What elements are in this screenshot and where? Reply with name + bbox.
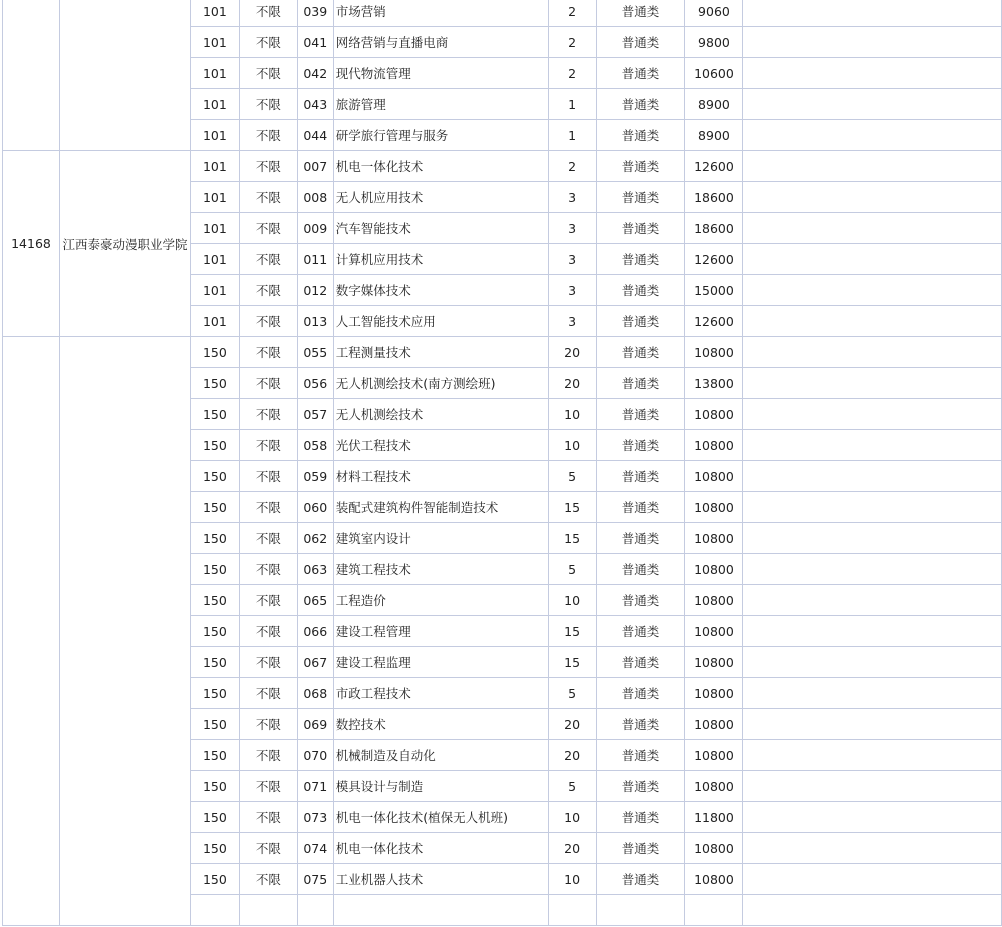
tuition-cell: 9060 [685, 0, 743, 27]
plan-code-cell: 101 [190, 27, 239, 58]
plan-code-cell: 150 [190, 585, 239, 616]
subject-requirement-cell: 不限 [239, 833, 297, 864]
tuition-cell: 12600 [685, 151, 743, 182]
subject-requirement-cell: 不限 [239, 771, 297, 802]
enrollment-count-cell: 5 [548, 678, 596, 709]
category-cell: 普通类 [596, 740, 685, 771]
plan-code-cell: 150 [190, 647, 239, 678]
plan-code-cell: 101 [190, 182, 239, 213]
enrollment-count-cell: 3 [548, 182, 596, 213]
category-cell: 普通类 [596, 430, 685, 461]
plan-code-cell: 101 [190, 151, 239, 182]
category-cell: 普通类 [596, 585, 685, 616]
major-name-cell: 网络营销与直播电商 [333, 27, 548, 58]
subject-requirement-cell: 不限 [239, 368, 297, 399]
table-body [3, 0, 1002, 926]
tuition-cell: 10800 [685, 740, 743, 771]
major-code-cell: 075 [297, 864, 333, 895]
remarks-cell [743, 740, 1002, 771]
major-code-cell: 008 [297, 182, 333, 213]
plan-code-cell: 101 [190, 244, 239, 275]
category-cell: 普通类 [596, 120, 685, 151]
major-code-cell: 067 [297, 647, 333, 678]
school-code-cell [3, 337, 60, 926]
plan-code-cell: 150 [190, 368, 239, 399]
school-name-cell [59, 0, 190, 151]
major-name-cell: 市政工程技术 [333, 678, 548, 709]
enrollment-count-cell: 10 [548, 399, 596, 430]
category-cell: 普通类 [596, 616, 685, 647]
category-cell: 普通类 [596, 833, 685, 864]
tuition-cell [685, 895, 743, 926]
major-name-cell: 机电一体化技术 [333, 833, 548, 864]
tuition-cell: 10800 [685, 833, 743, 864]
major-name-cell: 建设工程监理 [333, 647, 548, 678]
major-name-cell: 模具设计与制造 [333, 771, 548, 802]
plan-code-cell: 150 [190, 461, 239, 492]
enrollment-count-cell: 2 [548, 151, 596, 182]
remarks-cell [743, 182, 1002, 213]
major-name-cell [333, 895, 548, 926]
remarks-cell [743, 523, 1002, 554]
major-code-cell: 063 [297, 554, 333, 585]
major-name-cell: 机电一体化技术 [333, 151, 548, 182]
category-cell: 普通类 [596, 461, 685, 492]
category-cell: 普通类 [596, 337, 685, 368]
enrollment-count-cell: 20 [548, 337, 596, 368]
plan-code-cell: 101 [190, 275, 239, 306]
major-name-cell: 工程测量技术 [333, 337, 548, 368]
plan-code-cell: 150 [190, 740, 239, 771]
major-code-cell: 059 [297, 461, 333, 492]
tuition-cell: 11800 [685, 802, 743, 833]
major-code-cell: 056 [297, 368, 333, 399]
enrollment-count-cell: 10 [548, 802, 596, 833]
major-code-cell: 068 [297, 678, 333, 709]
subject-requirement-cell: 不限 [239, 430, 297, 461]
remarks-cell [743, 864, 1002, 895]
enrollment-count-cell: 20 [548, 709, 596, 740]
subject-requirement-cell: 不限 [239, 120, 297, 151]
enrollment-count-cell: 3 [548, 244, 596, 275]
subject-requirement-cell: 不限 [239, 337, 297, 368]
major-name-cell: 工业机器人技术 [333, 864, 548, 895]
subject-requirement-cell: 不限 [239, 58, 297, 89]
major-code-cell: 062 [297, 523, 333, 554]
major-code-cell: 011 [297, 244, 333, 275]
major-name-cell: 数控技术 [333, 709, 548, 740]
category-cell: 普通类 [596, 182, 685, 213]
major-code-cell: 069 [297, 709, 333, 740]
remarks-cell [743, 709, 1002, 740]
tuition-cell: 13800 [685, 368, 743, 399]
enrollment-count-cell: 2 [548, 27, 596, 58]
plan-code-cell: 101 [190, 89, 239, 120]
enrollment-count-cell: 3 [548, 213, 596, 244]
remarks-cell [743, 0, 1002, 27]
remarks-cell [743, 151, 1002, 182]
enrollment-count-cell: 15 [548, 523, 596, 554]
remarks-cell [743, 678, 1002, 709]
subject-requirement-cell: 不限 [239, 275, 297, 306]
plan-code-cell: 150 [190, 430, 239, 461]
remarks-cell [743, 244, 1002, 275]
major-code-cell: 066 [297, 616, 333, 647]
plan-code-cell: 150 [190, 554, 239, 585]
category-cell: 普通类 [596, 58, 685, 89]
tuition-cell: 10800 [685, 709, 743, 740]
remarks-cell [743, 647, 1002, 678]
enrollment-count-cell: 1 [548, 89, 596, 120]
plan-code-cell: 101 [190, 213, 239, 244]
enrollment-count-cell: 15 [548, 616, 596, 647]
major-name-cell: 计算机应用技术 [333, 244, 548, 275]
subject-requirement-cell: 不限 [239, 523, 297, 554]
subject-requirement-cell: 不限 [239, 864, 297, 895]
remarks-cell [743, 275, 1002, 306]
category-cell: 普通类 [596, 368, 685, 399]
category-cell: 普通类 [596, 275, 685, 306]
plan-code-cell: 150 [190, 523, 239, 554]
subject-requirement-cell: 不限 [239, 647, 297, 678]
category-cell [596, 895, 685, 926]
major-code-cell: 012 [297, 275, 333, 306]
tuition-cell: 10800 [685, 461, 743, 492]
tuition-cell: 15000 [685, 275, 743, 306]
remarks-cell [743, 461, 1002, 492]
tuition-cell: 12600 [685, 244, 743, 275]
subject-requirement-cell: 不限 [239, 306, 297, 337]
plan-code-cell: 150 [190, 337, 239, 368]
major-name-cell: 无人机测绘技术(南方测绘班) [333, 368, 548, 399]
admissions-plan-table [2, 0, 1002, 926]
tuition-cell: 18600 [685, 182, 743, 213]
major-code-cell: 065 [297, 585, 333, 616]
remarks-cell [743, 554, 1002, 585]
enrollment-count-cell: 5 [548, 771, 596, 802]
enrollment-count-cell: 15 [548, 647, 596, 678]
tuition-cell: 8900 [685, 120, 743, 151]
major-code-cell: 060 [297, 492, 333, 523]
table-row [3, 337, 1002, 368]
tuition-cell: 10800 [685, 337, 743, 368]
subject-requirement-cell: 不限 [239, 802, 297, 833]
subject-requirement-cell: 不限 [239, 151, 297, 182]
tuition-cell: 10800 [685, 616, 743, 647]
major-code-cell: 044 [297, 120, 333, 151]
subject-requirement-cell: 不限 [239, 0, 297, 27]
plan-code-cell: 150 [190, 492, 239, 523]
tuition-cell: 10800 [685, 864, 743, 895]
major-name-cell: 光伏工程技术 [333, 430, 548, 461]
major-name-cell: 建设工程管理 [333, 616, 548, 647]
subject-requirement-cell: 不限 [239, 585, 297, 616]
category-cell: 普通类 [596, 27, 685, 58]
plan-code-cell: 101 [190, 0, 239, 27]
enrollment-count-cell: 3 [548, 275, 596, 306]
school-code-cell: 14168 [3, 151, 60, 337]
major-code-cell: 039 [297, 0, 333, 27]
major-code-cell: 070 [297, 740, 333, 771]
remarks-cell [743, 492, 1002, 523]
remarks-cell [743, 58, 1002, 89]
subject-requirement-cell: 不限 [239, 492, 297, 523]
enrollment-count-cell: 10 [548, 585, 596, 616]
subject-requirement-cell: 不限 [239, 740, 297, 771]
enrollment-count-cell: 5 [548, 554, 596, 585]
major-name-cell: 人工智能技术应用 [333, 306, 548, 337]
remarks-cell [743, 27, 1002, 58]
tuition-cell: 10600 [685, 58, 743, 89]
school-code-cell [3, 0, 60, 151]
major-code-cell: 057 [297, 399, 333, 430]
major-code-cell: 041 [297, 27, 333, 58]
major-name-cell: 装配式建筑构件智能制造技术 [333, 492, 548, 523]
category-cell: 普通类 [596, 0, 685, 27]
plan-code-cell: 150 [190, 864, 239, 895]
enrollment-count-cell: 20 [548, 740, 596, 771]
category-cell: 普通类 [596, 399, 685, 430]
tuition-cell: 10800 [685, 430, 743, 461]
enrollment-count-cell: 15 [548, 492, 596, 523]
tuition-cell: 10800 [685, 678, 743, 709]
tuition-cell: 12600 [685, 306, 743, 337]
enrollment-count-cell: 20 [548, 368, 596, 399]
plan-code-cell: 101 [190, 120, 239, 151]
category-cell: 普通类 [596, 709, 685, 740]
tuition-cell: 10800 [685, 554, 743, 585]
major-name-cell: 数字媒体技术 [333, 275, 548, 306]
enrollment-count-cell: 1 [548, 120, 596, 151]
major-code-cell: 043 [297, 89, 333, 120]
category-cell: 普通类 [596, 771, 685, 802]
category-cell: 普通类 [596, 647, 685, 678]
remarks-cell [743, 368, 1002, 399]
major-name-cell: 汽车智能技术 [333, 213, 548, 244]
category-cell: 普通类 [596, 864, 685, 895]
major-code-cell: 009 [297, 213, 333, 244]
enrollment-count-cell: 2 [548, 58, 596, 89]
plan-code-cell: 150 [190, 678, 239, 709]
school-name-cell [59, 337, 190, 926]
tuition-cell: 10800 [685, 771, 743, 802]
major-code-cell: 058 [297, 430, 333, 461]
subject-requirement-cell: 不限 [239, 678, 297, 709]
tuition-cell: 10800 [685, 399, 743, 430]
tuition-cell: 10800 [685, 647, 743, 678]
subject-requirement-cell: 不限 [239, 89, 297, 120]
tuition-cell: 18600 [685, 213, 743, 244]
subject-requirement-cell: 不限 [239, 213, 297, 244]
major-code-cell: 073 [297, 802, 333, 833]
tuition-cell: 8900 [685, 89, 743, 120]
major-name-cell: 建筑工程技术 [333, 554, 548, 585]
category-cell: 普通类 [596, 151, 685, 182]
major-name-cell: 机电一体化技术(植保无人机班) [333, 802, 548, 833]
major-name-cell: 市场营销 [333, 0, 548, 27]
tuition-cell: 10800 [685, 523, 743, 554]
remarks-cell [743, 895, 1002, 926]
major-code-cell: 007 [297, 151, 333, 182]
subject-requirement-cell: 不限 [239, 554, 297, 585]
subject-requirement-cell: 不限 [239, 709, 297, 740]
major-name-cell: 材料工程技术 [333, 461, 548, 492]
remarks-cell [743, 802, 1002, 833]
remarks-cell [743, 89, 1002, 120]
remarks-cell [743, 213, 1002, 244]
major-name-cell: 无人机测绘技术 [333, 399, 548, 430]
remarks-cell [743, 771, 1002, 802]
subject-requirement-cell: 不限 [239, 616, 297, 647]
subject-requirement-cell: 不限 [239, 461, 297, 492]
major-name-cell: 现代物流管理 [333, 58, 548, 89]
plan-code-cell: 150 [190, 771, 239, 802]
major-code-cell: 013 [297, 306, 333, 337]
plan-code-cell [190, 895, 239, 926]
major-code-cell: 074 [297, 833, 333, 864]
remarks-cell [743, 430, 1002, 461]
tuition-cell: 9800 [685, 27, 743, 58]
category-cell: 普通类 [596, 89, 685, 120]
remarks-cell [743, 306, 1002, 337]
tuition-cell: 10800 [685, 585, 743, 616]
category-cell: 普通类 [596, 492, 685, 523]
major-name-cell: 无人机应用技术 [333, 182, 548, 213]
plan-code-cell: 150 [190, 709, 239, 740]
plan-code-cell: 101 [190, 306, 239, 337]
plan-code-cell: 101 [190, 58, 239, 89]
enrollment-count-cell: 10 [548, 864, 596, 895]
subject-requirement-cell: 不限 [239, 27, 297, 58]
major-code-cell: 042 [297, 58, 333, 89]
category-cell: 普通类 [596, 244, 685, 275]
enrollment-count-cell [548, 895, 596, 926]
subject-requirement-cell [239, 895, 297, 926]
major-code-cell: 055 [297, 337, 333, 368]
enrollment-count-cell: 10 [548, 430, 596, 461]
plan-code-cell: 150 [190, 802, 239, 833]
enrollment-count-cell: 3 [548, 306, 596, 337]
major-name-cell: 机械制造及自动化 [333, 740, 548, 771]
category-cell: 普通类 [596, 802, 685, 833]
major-name-cell: 研学旅行管理与服务 [333, 120, 548, 151]
subject-requirement-cell: 不限 [239, 244, 297, 275]
remarks-cell [743, 833, 1002, 864]
remarks-cell [743, 616, 1002, 647]
plan-code-cell: 150 [190, 616, 239, 647]
school-name-cell: 江西泰豪动漫职业学院 [59, 151, 190, 337]
remarks-cell [743, 585, 1002, 616]
remarks-cell [743, 399, 1002, 430]
category-cell: 普通类 [596, 678, 685, 709]
enrollment-count-cell: 20 [548, 833, 596, 864]
category-cell: 普通类 [596, 523, 685, 554]
enrollment-count-cell: 2 [548, 0, 596, 27]
major-code-cell [297, 895, 333, 926]
remarks-cell [743, 120, 1002, 151]
category-cell: 普通类 [596, 306, 685, 337]
category-cell: 普通类 [596, 554, 685, 585]
plan-code-cell: 150 [190, 399, 239, 430]
enrollment-count-cell: 5 [548, 461, 596, 492]
subject-requirement-cell: 不限 [239, 182, 297, 213]
category-cell: 普通类 [596, 213, 685, 244]
subject-requirement-cell: 不限 [239, 399, 297, 430]
tuition-cell: 10800 [685, 492, 743, 523]
plan-code-cell: 150 [190, 833, 239, 864]
major-name-cell: 工程造价 [333, 585, 548, 616]
table-row [3, 151, 1002, 182]
table-row [3, 0, 1002, 27]
major-name-cell: 建筑室内设计 [333, 523, 548, 554]
remarks-cell [743, 337, 1002, 368]
major-name-cell: 旅游管理 [333, 89, 548, 120]
major-code-cell: 071 [297, 771, 333, 802]
